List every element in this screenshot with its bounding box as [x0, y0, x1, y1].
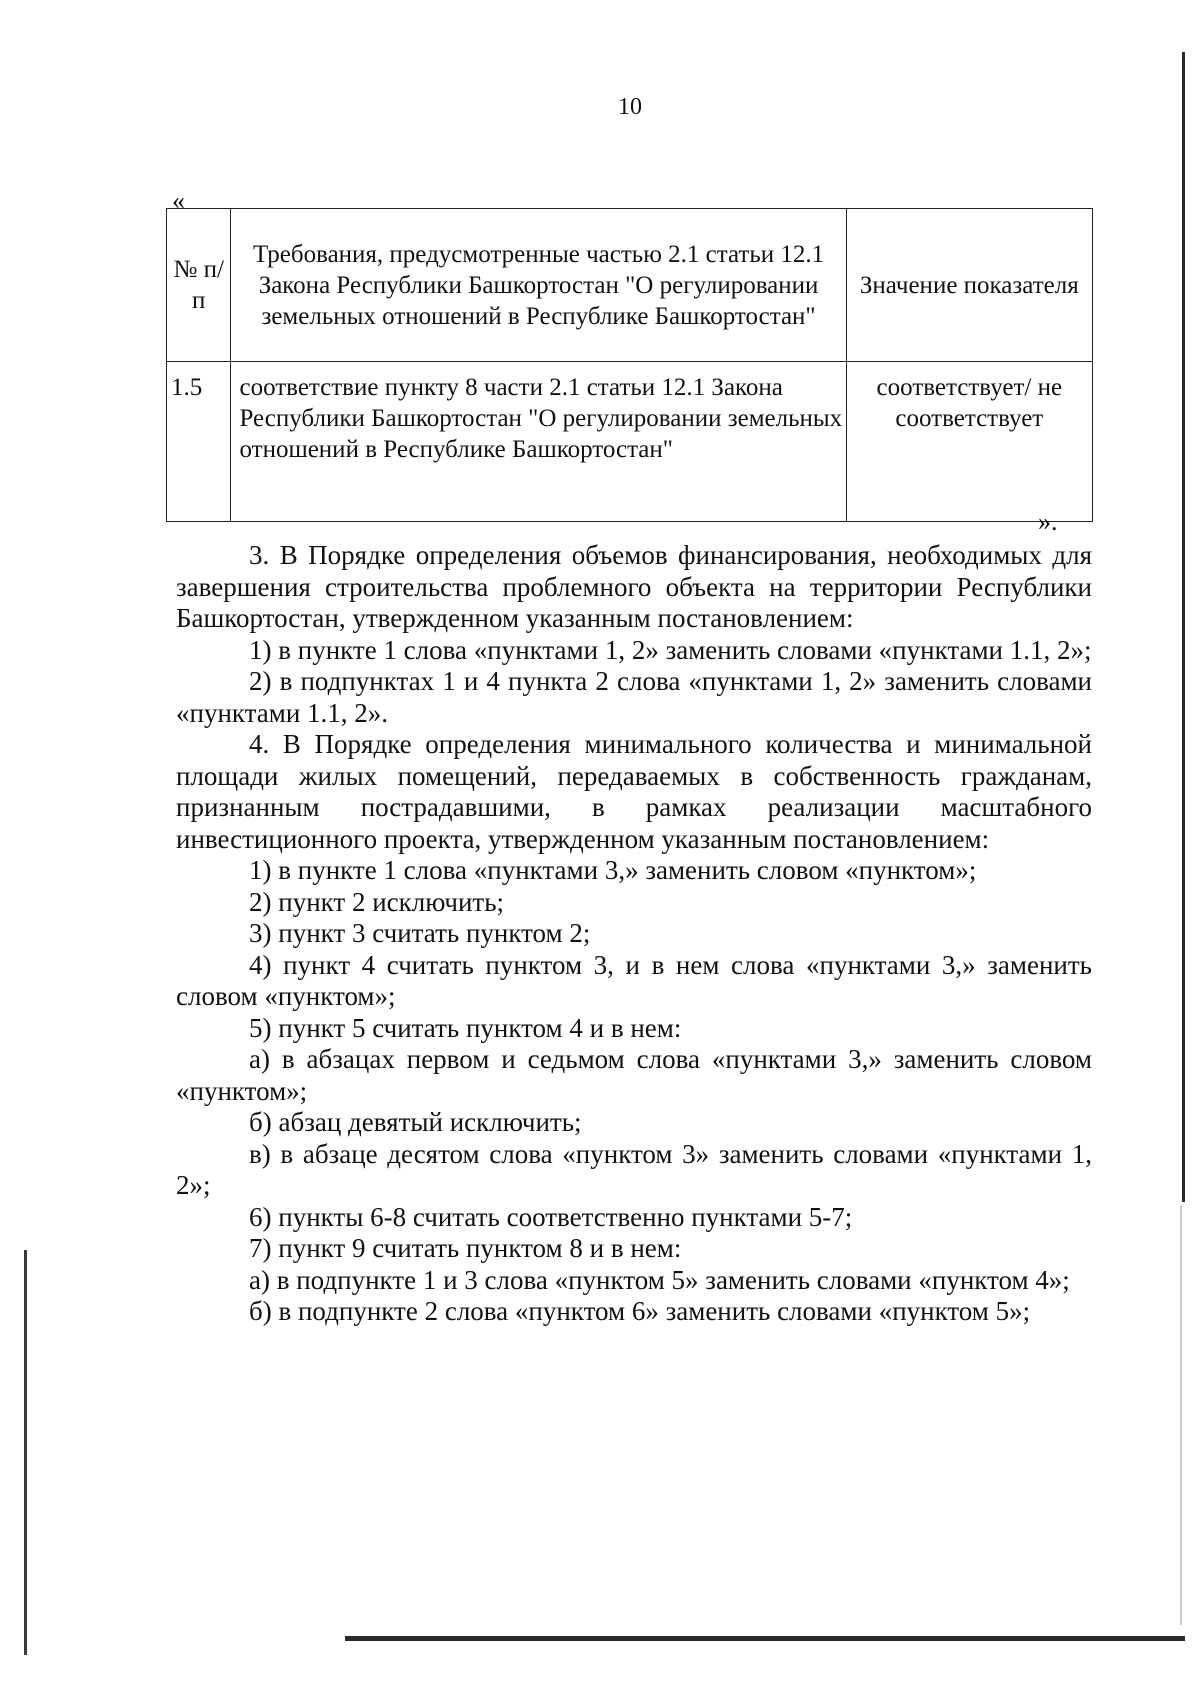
paragraph: 3. В Порядке определения объемов финансирования, необходимых для завершения строительства проблемного объекта на территории Республики Башкортостан, утвержденном указанным постановлением: [176, 540, 1092, 633]
table-open-quote: « [172, 186, 185, 215]
table-header-row [167, 209, 1093, 362]
scan-edge-bottom [345, 1636, 1185, 1641]
paragraph: 5) пункт 5 считать пунктом 4 и в нем: [249, 1012, 682, 1043]
scan-edge-left [24, 1250, 27, 1655]
paragraph: 4) пункт 4 считать пунктом 3, и в нем слова «пунктами 3,» заменить словом «пунктом»; [176, 949, 1092, 1011]
table-row [167, 362, 1093, 522]
paragraph: 3) пункт 3 считать пунктом 2; [249, 918, 591, 948]
scan-edge-right-lower [1180, 1205, 1182, 1625]
header-requirement: Требования, предусмотренные частью 2.1 статьи 12.1 Закона Республики Башкортостан "О регулировании земельных отношений в Республике Башкортостан" [231, 209, 846, 362]
table-close-quote: ». [1038, 507, 1058, 536]
paragraph: 1) в пункте 1 слова «пунктами 3,» заменить словом «пунктом»; [249, 855, 977, 885]
paragraph: 6) пункты 6-8 считать соответственно пунктами 5-7; [249, 1201, 853, 1232]
paragraph: 7) пункт 9 считать пунктом 8 и в нем: [249, 1233, 682, 1263]
row-num: 1.5 [167, 362, 231, 522]
paragraph: 1) в пункте 1 слова «пунктами 1, 2» заменить словами «пунктами 1.1, 2»; [249, 634, 1092, 665]
header-num: № п/п [167, 209, 231, 362]
header-value: Значение показателя [846, 209, 1092, 362]
paragraph: 2) пункт 2 исключить; [249, 886, 505, 917]
row-requirement: соответствие пункту 8 части 2.1 статьи 12.1 Закона Республики Башкортостан "О регулировании земельных отношений в Республике Башкортостан" [231, 362, 846, 522]
paragraph: 2) в подпунктах 1 и 4 пункта 2 слова «пунктами 1, 2» заменить словами «пунктами 1.1, 2». [176, 666, 1092, 728]
paragraph: б) абзац девятый исключить; [249, 1107, 582, 1137]
paragraph: в) в абзаце десятом слова «пунктом 3» заменить словами «пунктами 1, 2»; [176, 1138, 1092, 1200]
paragraph: а) в подпункте 1 и 3 слова «пунктом 5» заменить словами «пунктом 4»; [249, 1264, 1070, 1295]
paragraph: б) в подпункте 2 слова «пунктом 6» заменить словами «пунктом 5»; [249, 1296, 1031, 1326]
row-value: соответствует/ не соответствует [846, 362, 1092, 522]
page-number: 10 [618, 94, 642, 120]
paragraph: а) в абзацах первом и седьмом слова «пунктами 3,» заменить словом «пунктом»; [176, 1044, 1092, 1106]
criteria-table [166, 208, 1093, 522]
document-body [176, 540, 1092, 1328]
paragraph: 4. В Порядке определения минимального количества и минимальной площади жилых помещений, передаваемых в собственность гражданам, признанным пострадавшими, в рамках реализации масштабного инвестиционного проекта, утвержденном указанным постановлением: [176, 729, 1092, 854]
scan-edge-right [1182, 52, 1185, 1202]
